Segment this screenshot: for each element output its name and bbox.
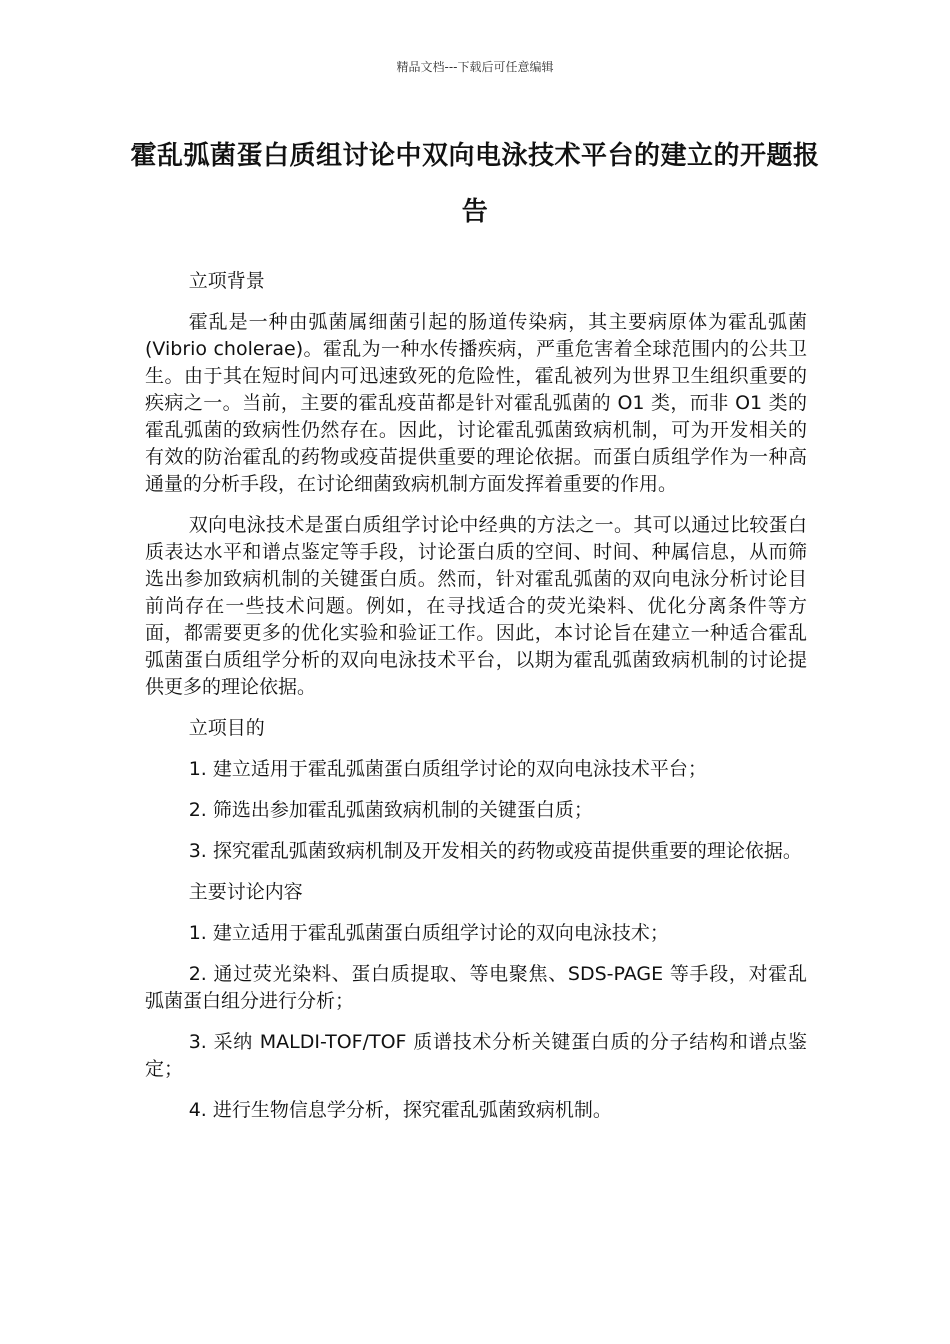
content-item-3: 3. 采纳 MALDI-TOF/TOF 质谱技术分析关键蛋白质的分子结构和谱点鉴定； — [145, 1031, 807, 1080]
section-heading-contents: 主要讨论内容 — [188, 881, 303, 903]
background-paragraph-2: 双向电泳技术是蛋白质组学讨论中经典的方法之一。其可以通过比较蛋白质表达水平和谱点鉴定等手段，讨论蛋白质的空间、时间、种属信息，从而筛选出参加致病机制的关键蛋白质。然而，针对霍乱弧菌的双向电泳分析讨论目前尚存在一些技术问题。例如，在寻找适合的荧光染料、优化分离条件等方面，都需要更多的优化实验和验证工作。因此，本讨论旨在建立一种适合霍乱弧菌蛋白质组学分析的双向电泳技术平台，以期为霍乱弧菌致病机制的讨论提供更多的理论依据。 — [145, 514, 807, 698]
section-heading-background: 立项背景 — [188, 270, 265, 292]
objective-item-3: 3. 探究霍乱弧菌致病机制及开发相关的药物或疫苗提供重要的理论依据。 — [188, 840, 802, 862]
document-title: 霍乱弧菌蛋白质组讨论中双向电泳技术平台的建立的开题报告 — [130, 141, 820, 227]
document-body — [145, 268, 807, 1138]
background-paragraph-1: 霍乱是一种由弧菌属细菌引起的肠道传染病，其主要病原体为霍乱弧菌(Vibrio cholerae)。霍乱为一种水传播疾病，严重危害着全球范围内的公共卫生。由于其在短时间内可迅速致死的危险性，霍乱被列为世界卫生组织重要的疾病之一。当前，主要的霍乱疫苗都是针对霍乱弧菌的 O1 类，而非 O1 类的霍乱弧菌的致病性仍然存在。因此，讨论霍乱弧菌致病机制，可为开发相关的有效的防治霍乱的药物或疫苗提供重要的理论依据。而蛋白质组学作为一种高通量的分析手段，在讨论细菌致病机制方面发挥着重要的作用。 — [145, 311, 807, 495]
content-item-4: 4. 进行生物信息学分析，探究霍乱弧菌致病机制。 — [188, 1099, 612, 1121]
objective-item-2: 2. 筛选出参加霍乱弧菌致病机制的关键蛋白质； — [188, 799, 593, 821]
header-note: 精品文档---下载后可任意编辑 — [396, 60, 554, 74]
section-heading-objectives: 立项目的 — [188, 717, 265, 739]
objective-item-1: 1. 建立适用于霍乱弧菌蛋白质组学讨论的双向电泳技术平台； — [188, 758, 707, 780]
content-item-1: 1. 建立适用于霍乱弧菌蛋白质组学讨论的双向电泳技术； — [188, 922, 669, 944]
content-item-2: 2. 通过荧光染料、蛋白质提取、等电聚焦、SDS-PAGE 等手段，对霍乱弧菌蛋白组分进行分析； — [145, 963, 807, 1012]
